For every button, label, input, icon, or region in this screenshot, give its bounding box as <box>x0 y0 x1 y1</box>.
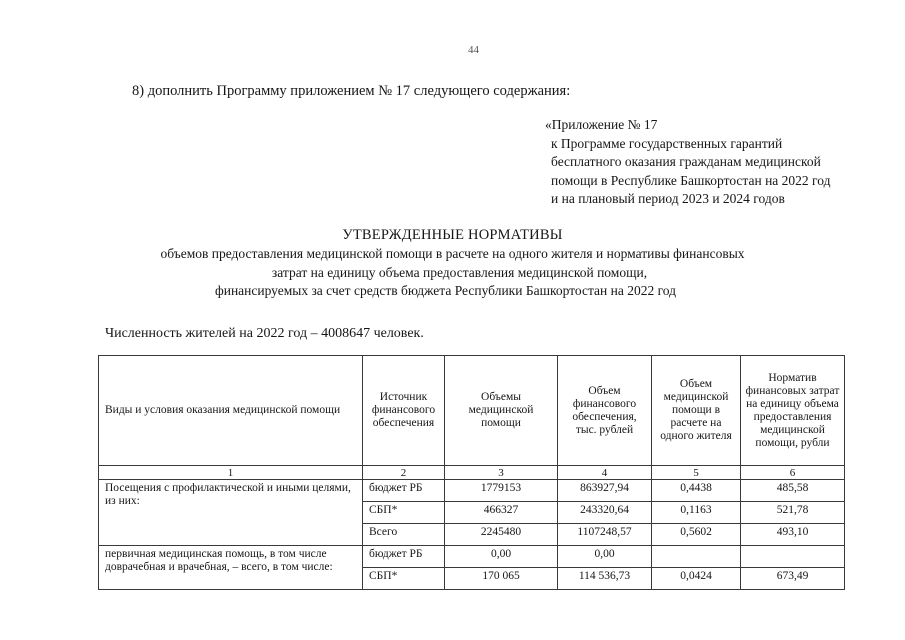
source-cell: СБП* <box>363 502 445 524</box>
volume-cell: 1779153 <box>445 480 558 502</box>
header-cell: Объем медицинской помощи в расчете на одного жителя <box>652 356 741 466</box>
appendix-line: бесплатного оказания гражданам медицинской <box>551 154 821 169</box>
source-cell: СБП* <box>363 568 445 590</box>
volume-cell: 2245480 <box>445 524 558 546</box>
volume-cell: 466327 <box>445 502 558 524</box>
per-resident-cell: 0,5602 <box>652 524 741 546</box>
header-row <box>99 356 845 466</box>
cost-cell: 493,10 <box>741 524 845 546</box>
row-label: первичная медицинская помощь, в том числе доврачебная и врачебная, – всего, в том числе: <box>99 546 363 590</box>
cost-cell: 521,78 <box>741 502 845 524</box>
column-number: 5 <box>652 466 741 480</box>
appendix-line: к Программе государственных гарантий <box>551 135 783 151</box>
amendment-item: 8) дополнить Программу приложением № 17 следующего содержания: <box>132 83 571 99</box>
cost-cell <box>741 546 845 568</box>
cost-cell: 485,58 <box>741 480 845 502</box>
appendix-line: и на плановый период 2023 и 2024 годов <box>551 191 785 206</box>
subtitle-line: финансируемых за счет средств бюджета Республики Башкортостан на 2022 год <box>214 283 677 298</box>
column-number-row <box>99 466 845 480</box>
funding-cell: 114 536,73 <box>558 568 652 590</box>
volume-cell: 0,00 <box>445 546 558 568</box>
appendix-line: «Приложение № 17 <box>545 117 658 132</box>
appendix-block <box>545 116 830 209</box>
funding-cell: 1107248,57 <box>558 524 652 546</box>
table-row <box>99 546 845 568</box>
header-cell: Виды и условия оказания медицинской помощи <box>99 356 363 466</box>
header-cell: Норматив финансовых затрат на единицу объема предоставления медицинской помощи, рубли <box>741 356 845 466</box>
funding-cell: 0,00 <box>558 546 652 568</box>
norms-table <box>98 355 845 590</box>
column-number: 1 <box>99 466 363 480</box>
source-cell: Всего <box>363 524 445 546</box>
column-number: 3 <box>445 466 558 480</box>
funding-cell: 243320,64 <box>558 502 652 524</box>
per-resident-cell: 0,1163 <box>652 502 741 524</box>
column-number: 4 <box>558 466 652 480</box>
document-subtitle <box>0 245 905 301</box>
page-number: 44 <box>468 44 479 56</box>
volume-cell: 170 065 <box>445 568 558 590</box>
header-cell: Объем финансового обеспечения, тыс. рублей <box>558 356 652 466</box>
header-cell: Объемы медицинской помощи <box>445 356 558 466</box>
cost-cell: 673,49 <box>741 568 845 590</box>
column-number: 2 <box>363 466 445 480</box>
table-row <box>99 480 845 502</box>
funding-cell: 863927,94 <box>558 480 652 502</box>
subtitle-line: объемов предоставления медицинской помощи в расчете на одного жителя и нормативы финансовых <box>160 246 745 261</box>
per-resident-cell: 0,4438 <box>652 480 741 502</box>
subtitle-line: затрат на единицу объема предоставления медицинской помощи, <box>271 264 648 280</box>
residents-count: Численность жителей на 2022 год – 4008647 человек. <box>105 326 424 341</box>
per-resident-cell: 0,0424 <box>652 568 741 590</box>
header-cell: Источник финансового обеспечения <box>363 356 445 466</box>
column-number: 6 <box>741 466 845 480</box>
per-resident-cell <box>652 546 741 568</box>
document-title: УТВЕРЖДЕННЫЕ НОРМАТИВЫ <box>342 227 563 243</box>
source-cell: бюджет РБ <box>363 546 445 568</box>
appendix-line: помощи в Республике Башкортостан на 2022 год <box>551 172 831 188</box>
source-cell: бюджет РБ <box>363 480 445 502</box>
row-label: Посещения с профилактической и иными целями, из них: <box>99 480 363 546</box>
